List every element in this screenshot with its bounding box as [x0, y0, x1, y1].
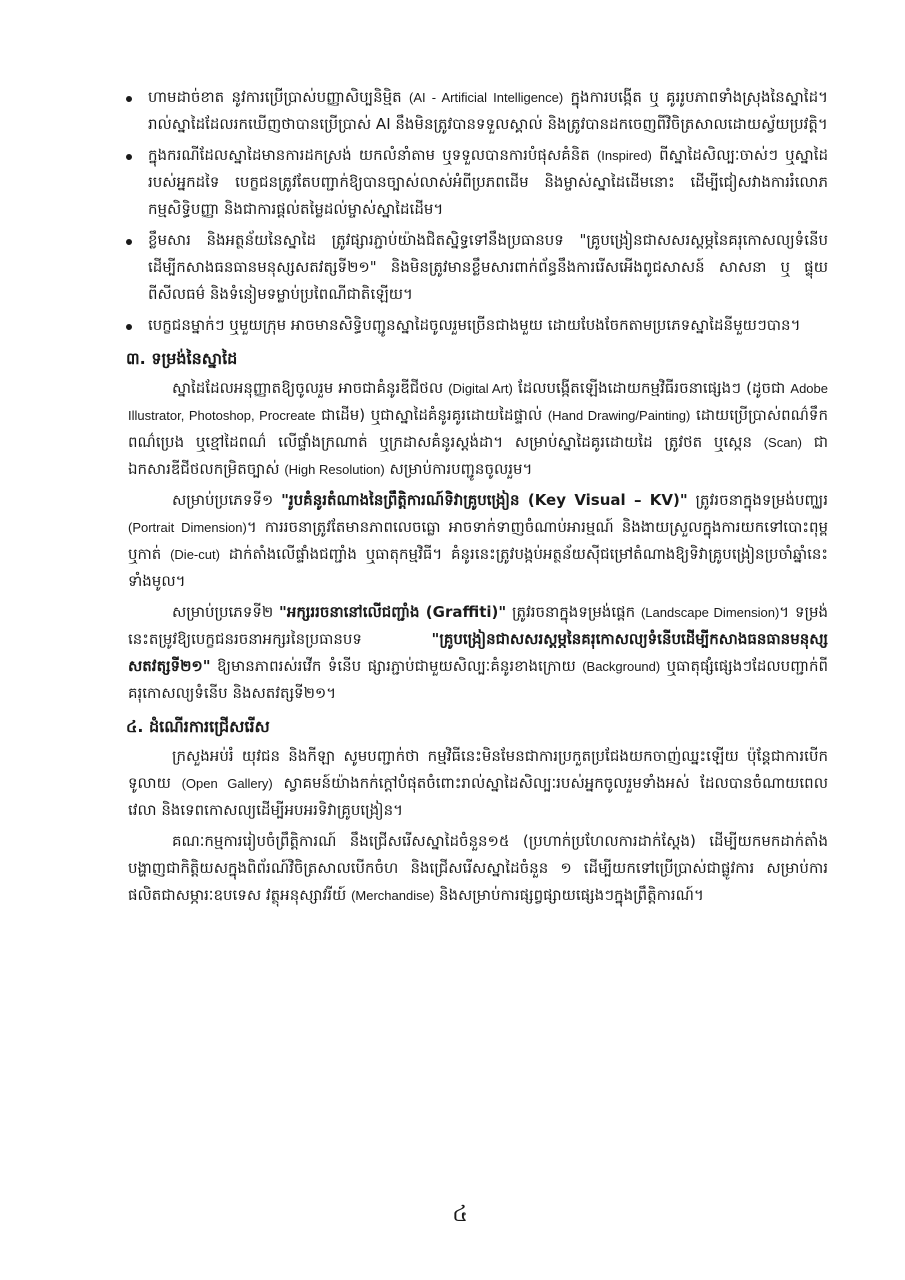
bullet-item-multiple-entries: [76, 312, 828, 339]
paragraph-text: ស្នាដៃដែលអនុញ្ញាតឱ្យចូលរួម អាចជាគំនូរឌីជីថល: [172, 379, 449, 397]
paragraph-text: ក្រសួងអប់រំ យុវជន និងកីឡា សូមបញ្ជាក់ថា កម្មវិធីនេះមិនមែនជាការប្រកួតប្រជែងយកចាញ់ឈ្នះឡើយ ប៉ុន្តែជាការបើកទូលាយ: [128, 747, 828, 792]
section-3-heading: ៣. ទម្រង់នៃស្នាដៃ: [126, 349, 238, 368]
paragraph-text: ត្រូវរចនាក្នុងទម្រង់ផ្តេក: [506, 603, 641, 621]
bullet-dot-icon: [126, 324, 132, 330]
latin-term: (High Resolution): [284, 462, 385, 477]
bullet-text: ក្នុងករណីដែលស្នាដៃមានការដកស្រង់ យកលំនាំតាម ឬទទួលបានការបំផុសគំនិត: [148, 146, 597, 164]
paragraph-text: ។ ទម្រង់នេះតម្រូវឱ្យបេក្ខជនរចនាអក្សរនៃប្រធានបទ: [128, 603, 828, 648]
latin-term: (Hand Drawing/Painting): [547, 408, 691, 423]
latin-term: (Scan): [763, 435, 802, 450]
bold-category-title: "រូបគំនូរតំណាងនៃព្រឹត្តិការណ៍ទិវាគ្រូបង្រៀន (Key Visual – KV)": [281, 491, 688, 509]
paragraph-text: ត្រូវរចនាក្នុងទម្រង់បញ្ឈរ: [687, 491, 828, 509]
section-4-paragraph-2: [128, 828, 828, 909]
bullet-item-theme: [76, 227, 828, 308]
bullet-latin-term: (Inspired): [596, 148, 652, 163]
bullet-dot-icon: [126, 154, 132, 160]
bullet-text: បេក្ខជនម្នាក់ៗ ឬមួយក្រុម អាចមានសិទ្ធិបញ្ជូនស្នាដៃចូលរួមច្រើនជាងមួយ ដោយបែងចែកតាមប្រភេទស្នាដៃនីមួយៗបាន។: [148, 316, 801, 334]
rules-bullet-list: [128, 84, 828, 339]
paragraph-text: ។ ការរចនាត្រូវតែមានភាពលេចធ្លោ អាចទាក់ទាញចំណាប់អារម្មណ៍ និងងាយស្រួលក្នុងការយកទៅបោះពុម្ព ឬកាត់: [128, 518, 828, 563]
bullet-item-inspired: [76, 142, 828, 223]
page-number: ៤: [452, 1202, 468, 1227]
bold-category-title: "អក្សររចនានៅលើជញ្ជាំង (Graffiti)": [279, 603, 507, 621]
bullet-dot-icon: [126, 239, 132, 245]
paragraph-text: សម្រាប់ការបញ្ជូនចូលរួម។: [384, 460, 533, 478]
paragraph-text: សម្រាប់ប្រភេទទី១: [172, 491, 282, 509]
latin-term: (Merchandise): [351, 888, 435, 903]
bullet-text: ខ្លឹមសារ និងអត្ថន័យនៃស្នាដៃ ត្រូវផ្សារភ្ជាប់យ៉ាងជិតស្និទ្ធទៅនឹងប្រធានបទ "គ្រូបង្រៀនជាសសរស្តម្ភនៃគរុកោសល្យទំនើប ដើម្បីកសាងធនធានមនុស្សសតវត្សទី២១" និងមិនត្រូវមានខ្លឹមសារពាក់ព័ន្ធនឹងការរើសអើងពូជសាសន៍ សាសនា ឬ ផ្ទុយពីសីលធម៌ និងទំនៀមទម្លាប់ប្រពៃណីជាតិឡើយ។: [148, 231, 828, 303]
latin-term: (Open Gallery): [181, 776, 273, 791]
paragraph-text: ឱ្យមានភាពរស់រវើក ទំនើប ផ្សារភ្ជាប់ជាមួយសិល្បៈគំនូរខាងក្រោយ: [210, 657, 583, 675]
section-3-paragraph-1: [128, 375, 828, 483]
section-4-heading: ៤. ដំណើរការជ្រើសរើស: [126, 717, 270, 736]
latin-term: (Die-cut): [170, 547, 220, 562]
latin-term: (Portrait Dimension): [128, 520, 247, 535]
paragraph-text: ឬធាតុផ្សំផ្សេងៗដែលបញ្ជាក់ពីគរុកោសល្យទំនើប និងសតវត្សទី២១។: [128, 657, 828, 702]
paragraph-text: ស្វាគមន៍យ៉ាងកក់ក្តៅបំផុតចំពោះរាល់ស្នាដៃសិល្បៈរបស់អ្នកចូលរួមទាំងអស់ ដែលបានចំណាយពេលវេលា និងទេពកោសល្យដើម្បីអបអរទិវាគ្រូបង្រៀន។: [128, 774, 828, 819]
paragraph-text: គណៈកម្មការរៀបចំព្រឹត្តិការណ៍ នឹងជ្រើសរើសស្នាដៃចំនួន១៥ (ប្រហាក់ប្រហែលការដាក់ស្តែង) ដើម្បីយកមកដាក់តាំងបង្ហាញជាកិត្តិយសក្នុងពិព័រណ៍វិចិត្រសាលបើកចំហ និងជ្រើសរើសស្នាដៃចំនួន ១ ដើម្បីយកទៅប្រើប្រាស់ជាផ្លូវការ សម្រាប់ការផលិតជាសម្ភារៈឧបទេស វត្ថុអនុស្សាវរីយ៍: [128, 832, 828, 904]
latin-term: (Landscape Dimension): [640, 605, 780, 620]
section-4-paragraph-1: [128, 743, 828, 824]
latin-term: Adobe Illustrator, Photoshop, Procreate: [128, 381, 828, 423]
paragraph-text: ដោយប្រើប្រាស់ពណ៌ទឹក ពណ៌ប្រេង ឬខ្មៅដៃពណ៌ លើផ្ទាំងក្រណាត់ ឬក្រដាសគំនូរស្តង់ដា។ សម្រាប់ស្នាដៃគូរដោយដៃ ត្រូវថត ឬស្កេន: [128, 406, 828, 451]
paragraph-text: ជាឯកសារឌីជីថលកម្រិតច្បាស់: [128, 433, 828, 478]
paragraph-text: សម្រាប់ប្រភេទទី២: [172, 603, 280, 621]
bullet-dot-icon: [126, 96, 132, 102]
latin-term: (Digital Art): [448, 381, 513, 396]
bullet-item-ai: [76, 84, 828, 138]
bullet-latin-term: (AI - Artificial Intelligence): [408, 90, 564, 105]
paragraph-text: និងសម្រាប់ការផ្សព្វផ្សាយផ្សេងៗក្នុងព្រឹត្តិការណ៍។: [434, 886, 704, 904]
paragraph-text: ដាក់តាំងលើផ្ទាំងជញ្ជាំង ឬធាតុកម្មវិធី។ គំនូរនេះត្រូវបង្កប់អត្ថន័យស៊ីជម្រៅតំណាងឱ្យទិវាគ្រូបង្រៀនប្រចាំឆ្នាំនេះទាំងមូល។: [128, 545, 828, 590]
paragraph-text: ដែលបង្កើតឡើងដោយកម្មវិធីរចនាផ្សេងៗ (ដូចជា: [512, 379, 791, 397]
bold-theme-title: "គ្រូបង្រៀនជាសសរស្តម្ភនៃគរុកោសល្យទំនើបដើម្បីកសាងធនធានមនុស្សសតវត្សទី២១": [128, 630, 828, 675]
paragraph-text: ជាដើម) ឬជាស្នាដៃគំនូរគូរដោយដៃផ្ទាល់: [315, 406, 548, 424]
section-3-paragraph-3: [128, 599, 828, 707]
bullet-text: ក្នុងការបង្កើត ឬ គូររូបភាពទាំងស្រុងនៃស្នាដៃ។ រាល់ស្នាដៃដែលរកឃើញថាបានប្រើប្រាស់ AI នឹងមិនត្រូវបានទទួលស្គាល់ និងត្រូវបានដកចេញពីវិចិត្រសាលដោយស្វ័យប្រវត្តិ។: [148, 88, 828, 133]
bullet-text: ពីស្នាដៃសិល្បៈចាស់ៗ ឬស្នាដៃរបស់អ្នកដទៃ បេក្ខជនត្រូវតែបញ្ជាក់ឱ្យបានច្បាស់លាស់អំពីប្រភពដើម និងម្ចាស់ស្នាដៃដើមនោះ ដើម្បីជៀសវាងការរំលោភកម្មសិទ្ធិបញ្ញា និងជាការផ្តល់តម្លៃដល់ម្ចាស់ស្នាដៃដើម។: [148, 146, 828, 218]
document-body: [128, 84, 828, 913]
latin-term: (Background): [582, 659, 661, 674]
bullet-text: ហាមដាច់ខាត នូវការប្រើប្រាស់បញ្ញាសិប្បនិម្មិត: [148, 88, 409, 106]
section-3-paragraph-2: [128, 487, 828, 595]
